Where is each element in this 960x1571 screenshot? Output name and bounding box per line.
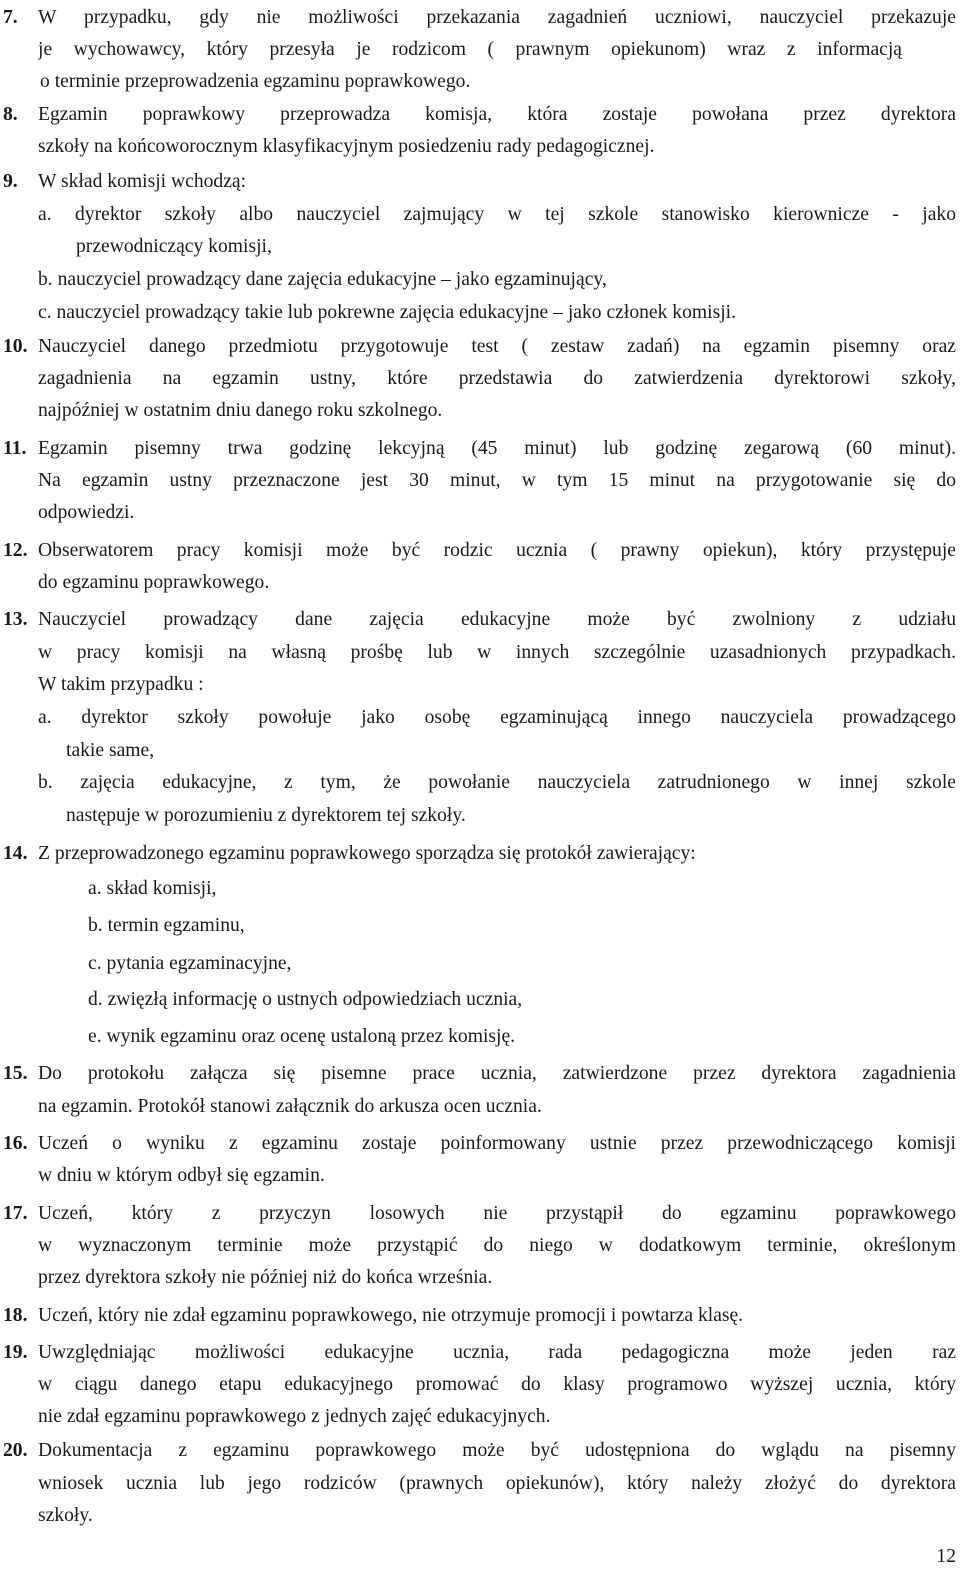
paragraph-line: W przypadku, gdy nie możliwości przekazania zagadnień uczniowi, nauczyciel przekazuje — [38, 8, 956, 28]
sub-item-line: przewodniczący komisji, — [76, 236, 272, 257]
item-number: 16. — [3, 1133, 28, 1154]
item-number: 12. — [3, 540, 28, 561]
item-number: 11. — [3, 438, 27, 459]
paragraph-line: Obserwatorem pracy komisji może być rodzic ucznia ( prawny opiekun), który przystępuje — [38, 541, 956, 561]
paragraph-line: Uczeń o wyniku z egzaminu zostaje poinformowany ustnie przez przewodniczącego komisji — [38, 1134, 956, 1154]
paragraph-line: Uczeń, który nie zdał egzaminu poprawkowego, nie otrzymuje promocji i powtarza klasę. — [38, 1305, 744, 1326]
sub-item-line: następuje w porozumieniu z dyrektorem tej szkoły. — [66, 805, 466, 826]
sub-item-line: b. nauczyciel prowadzący dane zajęcia edukacyjne – jako egzaminujący, — [38, 269, 607, 290]
sub-item-line: c. pytania egzaminacyjne, — [88, 953, 292, 974]
paragraph-line: najpóźniej w ostatnim dniu danego roku szkolnego. — [38, 400, 443, 421]
item-number: 18. — [3, 1305, 28, 1326]
paragraph-line: Dokumentacja z egzaminu poprawkowego może być udostępniona do wglądu na pisemny — [38, 1441, 956, 1461]
item-number: 15. — [3, 1063, 28, 1084]
paragraph-line: w dniu w którym odbył się egzamin. — [38, 1165, 325, 1186]
paragraph-line: je wychowawcy, który przesyła je rodzicom ( prawnym opiekunom) wraz z informacją — [38, 40, 902, 60]
item-number: 13. — [3, 609, 28, 630]
sub-item-line: b. termin egzaminu, — [88, 915, 245, 936]
sub-item-line: a. skład komisji, — [88, 878, 217, 899]
sub-item-line: a. dyrektor szkoły powołuje jako osobę egzaminującą innego nauczyciela prowadzącego — [38, 708, 956, 728]
sub-item-line: e. wynik egzaminu oraz ocenę ustaloną przez komisję. — [88, 1026, 516, 1047]
paragraph-line: Uwzględniając możliwości edukacyjne ucznia, rada pedagogiczna może jeden raz — [38, 1343, 956, 1363]
paragraph-line: nie zdał egzaminu poprawkowego z jednych zajęć edukacyjnych. — [38, 1406, 551, 1427]
paragraph-line: Nauczyciel prowadzący dane zajęcia edukacyjne może być zwolniony z udziału — [38, 610, 956, 630]
item-number: 17. — [3, 1203, 28, 1224]
paragraph-line: w wyznaczonym terminie może przystąpić do niego w dodatkowym terminie, określonym — [38, 1236, 956, 1256]
paragraph-line: na egzamin. Protokół stanowi załącznik do arkusza ocen ucznia. — [38, 1096, 542, 1117]
paragraph-line: do egzaminu poprawkowego. — [38, 572, 270, 593]
item-number: 14. — [3, 843, 28, 864]
paragraph-line: wniosek ucznia lub jego rodziców (prawnych opiekunów), który należy złożyć do dyrektora — [38, 1474, 956, 1494]
paragraph-line: Egzamin pisemny trwa godzinę lekcyjną (45 minut) lub godzinę zegarową (60 minut). — [38, 439, 956, 459]
paragraph-line: szkoły na końcoworocznym klasyfikacyjnym posiedzeniu rady pedagogicznej. — [38, 136, 655, 157]
item-number: 7. — [3, 7, 18, 28]
item-number: 10. — [3, 336, 28, 357]
item-number: 19. — [3, 1342, 28, 1363]
paragraph-line: Z przeprowadzonego egzaminu poprawkowego sporządza się protokół zawierający: — [38, 843, 696, 864]
paragraph-line: Do protokołu załącza się pisemne prace ucznia, zatwierdzone przez dyrektora zagadnienia — [38, 1064, 956, 1084]
paragraph-line: Egzamin poprawkowy przeprowadza komisja, która zostaje powołana przez dyrektora — [38, 105, 956, 125]
sub-item-line: c. nauczyciel prowadzący takie lub pokrewne zajęcia edukacyjne – jako członek komisji. — [38, 302, 736, 323]
paragraph-line: w ciągu danego etapu edukacyjnego promować do klasy programowo wyższej ucznia, który — [38, 1375, 956, 1395]
sub-item-line: a. dyrektor szkoły albo nauczyciel zajmujący w tej szkole stanowisko kierownicze - jako — [38, 205, 956, 225]
paragraph-line: o terminie przeprowadzenia egzaminu poprawkowego. — [40, 71, 471, 92]
paragraph-line: szkoły. — [38, 1505, 93, 1526]
paragraph-line: W skład komisji wchodzą: — [38, 171, 247, 192]
item-number: 20. — [3, 1440, 28, 1461]
paragraph-line: przez dyrektora szkoły nie później niż do końca września. — [38, 1267, 493, 1288]
paragraph-line: Uczeń, który z przyczyn losowych nie przystąpił do egzaminu poprawkowego — [38, 1204, 956, 1224]
sub-item-line: b. zajęcia edukacyjne, z tym, że powołanie nauczyciela zatrudnionego w innej szkole — [38, 773, 956, 793]
paragraph-line: W takim przypadku : — [38, 674, 204, 695]
paragraph-line: Na egzamin ustny przeznaczone jest 30 minut, w tym 15 minut na przygotowanie się do — [38, 471, 956, 491]
paragraph-line: odpowiedzi. — [38, 502, 135, 523]
paragraph-line: Nauczyciel danego przedmiotu przygotowuje test ( zestaw zadań) na egzamin pisemny oraz — [38, 337, 956, 357]
page-number: 12 — [936, 1546, 956, 1567]
item-number: 8. — [3, 104, 18, 125]
item-number: 9. — [3, 171, 18, 192]
sub-item-line: d. zwięzłą informację o ustnych odpowiedziach ucznia, — [88, 989, 523, 1010]
sub-item-line: takie same, — [66, 740, 155, 761]
paragraph-line: zagadnienia na egzamin ustny, które przedstawia do zatwierdzenia dyrektorowi szkoły, — [38, 369, 956, 389]
paragraph-line: w pracy komisji na własną prośbę lub w innych szczególnie uzasadnionych przypadkach. — [38, 643, 956, 663]
